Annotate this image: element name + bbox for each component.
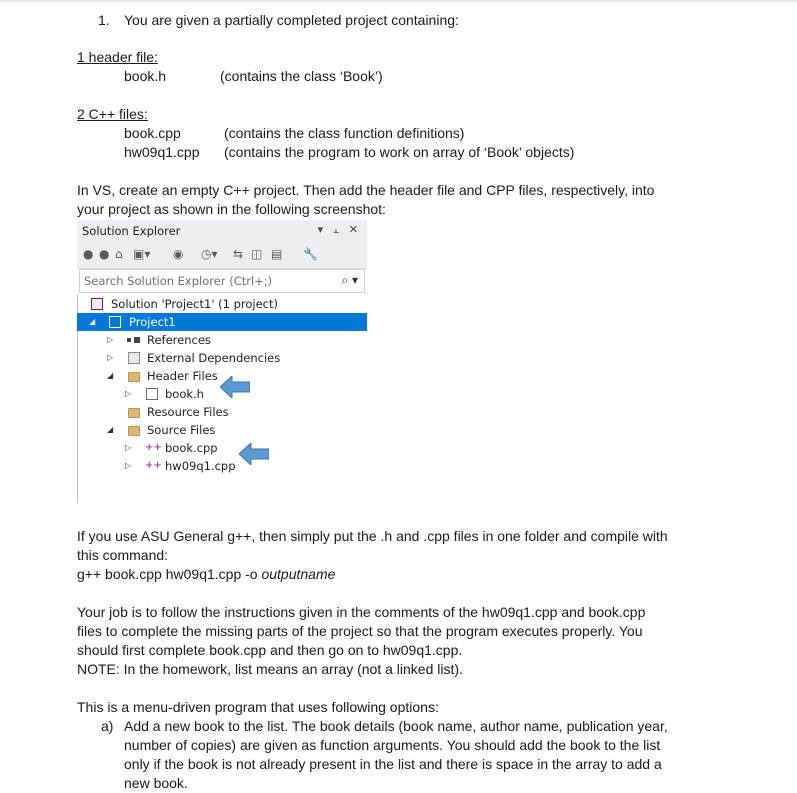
- tree-item-label: Resource Files: [147, 405, 229, 419]
- tree-item-solution[interactable]: [77, 295, 367, 313]
- tree-item-label: book.h: [165, 387, 204, 401]
- expand-arrow-icon[interactable]: ▷: [125, 389, 132, 398]
- solution-icon: [91, 298, 103, 310]
- compile-command-text: g++ book.cpp hw09q1.cpp -o: [77, 566, 262, 582]
- asu-line: this command:: [77, 547, 169, 563]
- option-a-line: only if the book is not already present in the list and there is space in the array to add a: [124, 756, 662, 772]
- job-line: files to complete the missing parts of the project so that the program executes properly. You: [77, 623, 643, 639]
- references-icon: [127, 337, 141, 343]
- history-icon[interactable]: ◷▾: [201, 247, 218, 261]
- option-a-line: number of copies) are given as function arguments. You should add the book to the list: [124, 737, 661, 753]
- switch-views-icon[interactable]: ▣▾: [133, 247, 151, 261]
- expand-arrow-icon[interactable]: ▷: [125, 443, 132, 452]
- tree-item-hw09q1-cpp[interactable]: [77, 457, 367, 475]
- option-letter: a): [101, 718, 114, 734]
- globe-icon[interactable]: ◉: [173, 247, 184, 261]
- vs-instructions-line: In VS, create an empty C++ project. Then add the header file and CPP files, respectively, into: [77, 182, 655, 198]
- tree-item-project[interactable]: [77, 313, 367, 331]
- properties-icon[interactable]: 🔧: [303, 247, 318, 261]
- header-file-desc: (contains the class ‘Book’): [220, 68, 383, 84]
- expand-arrow-icon[interactable]: ▷: [125, 461, 132, 470]
- option-a-line: Add a new book to the list. The book details (book name, author name, publication year,: [124, 718, 668, 734]
- tree-item-label: Source Files: [147, 423, 216, 437]
- pointer-arrow-icon: [239, 443, 269, 465]
- expand-arrow-icon[interactable]: ▷: [107, 353, 114, 362]
- tree-item-label: References: [147, 333, 211, 347]
- solution-explorer-toolbar: [77, 242, 367, 269]
- cpp-file-desc: (contains the class function definitions): [224, 125, 465, 141]
- tree-item-label: hw09q1.cpp: [165, 459, 236, 473]
- external-dependencies-icon: [128, 352, 140, 364]
- header-file-icon: [146, 388, 158, 400]
- cpp-file-icon: ++: [145, 442, 162, 453]
- tree-item-references[interactable]: [77, 331, 367, 349]
- item-number: 1.: [98, 12, 110, 28]
- folder-icon: [128, 426, 140, 436]
- back-icon[interactable]: ●: [83, 247, 94, 261]
- folder-icon: [128, 408, 140, 418]
- job-line: Your job is to follow the instructions given in the comments of the hw09q1.cpp and book.cpp: [77, 604, 646, 620]
- asu-line: If you use ASU General g++, then simply put the .h and .cpp files in one folder and compile with: [77, 528, 668, 544]
- tree-item-label: Project1: [129, 315, 176, 329]
- forward-icon[interactable]: ●: [99, 247, 110, 261]
- solution-explorer-titlebar: [77, 220, 367, 242]
- tree-item-label: Solution 'Project1' (1 project): [111, 297, 279, 311]
- search-icon[interactable]: ⌕ ▾: [341, 273, 358, 287]
- menu-intro: This is a menu-driven program that uses following options:: [77, 699, 439, 715]
- compile-command: [77, 565, 335, 584]
- job-line: should first complete book.cpp and then go on to hw09q1.cpp.: [77, 642, 463, 658]
- header-files-heading: 1 header file:: [77, 49, 158, 65]
- solution-explorer-title: Solution Explorer: [82, 224, 181, 238]
- compile-command-output: outputname: [261, 566, 336, 582]
- home-icon[interactable]: ⌂: [115, 247, 123, 261]
- expand-arrow-icon[interactable]: ▷: [107, 335, 114, 344]
- cpp-file-name: book.cpp: [124, 125, 181, 141]
- search-solution-explorer-input[interactable]: [79, 269, 365, 293]
- option-a-line: new book.: [124, 775, 188, 791]
- show-all-icon[interactable]: ▤: [271, 247, 283, 261]
- expand-arrow-icon[interactable]: ◢: [89, 317, 96, 326]
- pointer-arrow-icon: [220, 376, 250, 398]
- solution-explorer-panel: [77, 220, 367, 503]
- search-placeholder: Search Solution Explorer (Ctrl+;): [84, 274, 273, 288]
- tree-item-source-files[interactable]: [77, 421, 367, 439]
- window-controls-icon[interactable]: ▾ ⫠ ✕: [317, 223, 361, 236]
- top-border: [0, 0, 797, 2]
- cpp-file-name: hw09q1.cpp: [124, 144, 200, 160]
- expand-arrow-icon[interactable]: ◢: [107, 425, 114, 434]
- sync-icon[interactable]: ⇆: [233, 247, 244, 261]
- tree-item-label: book.cpp: [165, 441, 218, 455]
- collapse-icon[interactable]: ◫: [251, 247, 263, 261]
- item-text: You are given a partially completed project containing:: [124, 12, 459, 28]
- tree-item-book-cpp[interactable]: [77, 439, 367, 457]
- project-icon: [109, 316, 121, 328]
- tree-item-label: External Dependencies: [147, 351, 281, 365]
- tree-item-external-dependencies[interactable]: [77, 349, 367, 367]
- vs-instructions-line: your project as shown in the following screenshot:: [77, 201, 386, 217]
- folder-icon: [128, 372, 140, 382]
- cpp-file-icon: ++: [145, 460, 162, 471]
- tree-item-label: Header Files: [147, 369, 218, 383]
- cpp-files-heading: 2 C++ files:: [77, 106, 148, 122]
- tree-item-resource-files[interactable]: [77, 403, 367, 421]
- cpp-file-desc: (contains the program to work on array of ‘Book’ objects): [224, 144, 575, 160]
- job-note: NOTE: In the homework, list means an array (not a linked list).: [77, 661, 463, 677]
- header-file-name: book.h: [124, 68, 167, 84]
- expand-arrow-icon[interactable]: ◢: [107, 371, 114, 380]
